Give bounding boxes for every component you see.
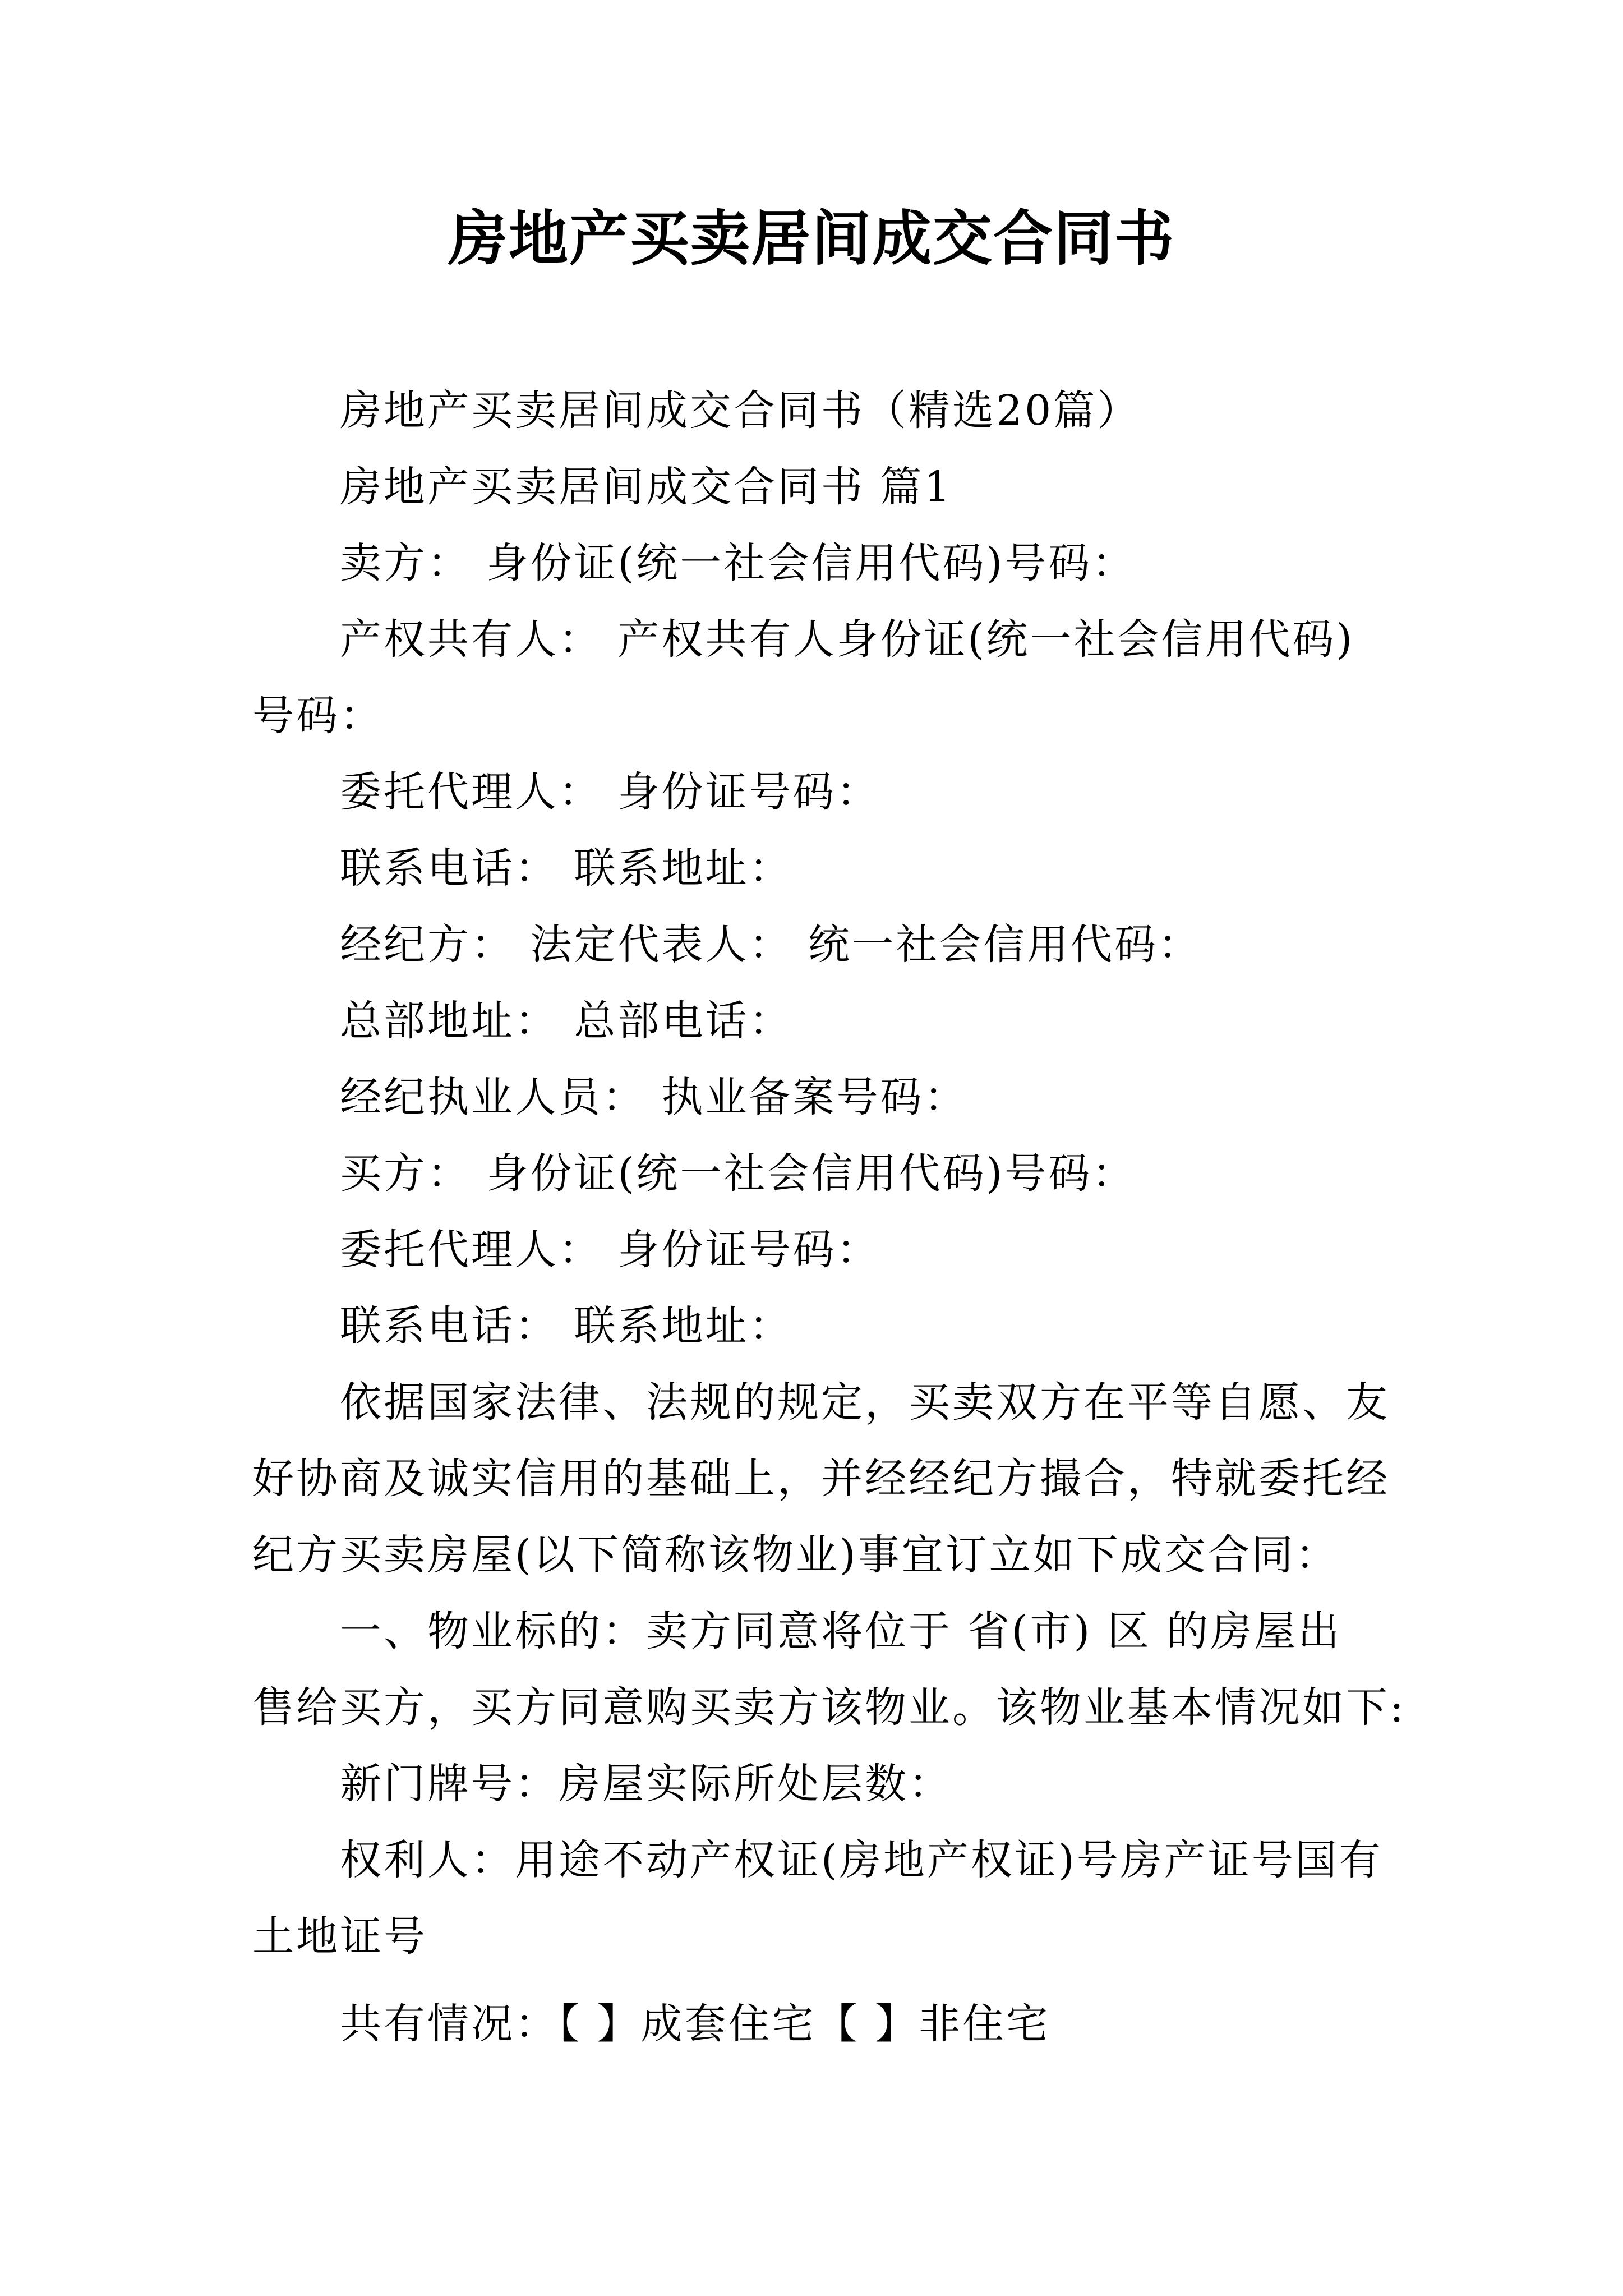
- document-body: [252, 372, 1406, 2062]
- co-owner-line-cont: 号码：: [252, 692, 384, 740]
- preamble-paragraph-line-2: 好协商及诚实信用的基础上，并经经纪方撮合，特就委托经: [252, 1455, 1390, 1503]
- buyer-contact-line: 联系电话： 联系地址：: [340, 1302, 793, 1350]
- seller-contact-line: 联系电话： 联系地址：: [340, 844, 793, 892]
- clause-1-line-2: 售给买方，买方同意购买卖方该物业。该物业基本情况如下:: [252, 1683, 1406, 1732]
- buyer-agent-line: 委托代理人： 身份证号码：: [340, 1226, 880, 1274]
- preamble-paragraph-line-3: 纪方买卖房屋(以下简称该物业)事宜订立如下成交合同：: [252, 1531, 1339, 1579]
- seller-agent-line: 委托代理人： 身份证号码：: [340, 768, 880, 816]
- broker-staff-line: 经纪执业人员： 执业备案号码：: [340, 1073, 968, 1121]
- rights-holder-line-cont: 土地证号: [252, 1912, 427, 1961]
- broker-line: 经纪方： 法定代表人： 统一社会信用代码：: [340, 921, 1202, 969]
- seller-line: 卖方： 身份证(统一社会信用代码)号码：: [340, 539, 1136, 587]
- co-owner-line: 产权共有人： 产权共有人身份证(统一社会信用代码): [340, 615, 1355, 664]
- preamble-paragraph-line-1: 依据国家法律、法规的规定，买卖双方在平等自愿、友: [340, 1378, 1390, 1427]
- headquarters-line: 总部地址： 总部电话：: [340, 997, 793, 1045]
- door-number-line: 新门牌号：房屋实际所处层数：: [340, 1760, 952, 1808]
- buyer-line: 买方： 身份证(统一社会信用代码)号码：: [340, 1149, 1136, 1198]
- document-title: 房地产买卖居间成交合同书: [448, 203, 1175, 273]
- section-heading: 房地产买卖居间成交合同书 篇1: [340, 463, 953, 511]
- rights-holder-line: 权利人：用途不动产权证(房地产权证)号房产证号国有: [340, 1836, 1383, 1884]
- clause-1-line-1: 一、物业标的：卖方同意将位于 省(市) 区 的房屋出: [340, 1607, 1342, 1655]
- co-ownership-line: 共有情况：【 】成套住宅【 】非住宅: [340, 2000, 1050, 2048]
- collection-heading: 房地产买卖居间成交合同书（精选20篇）: [340, 386, 1141, 435]
